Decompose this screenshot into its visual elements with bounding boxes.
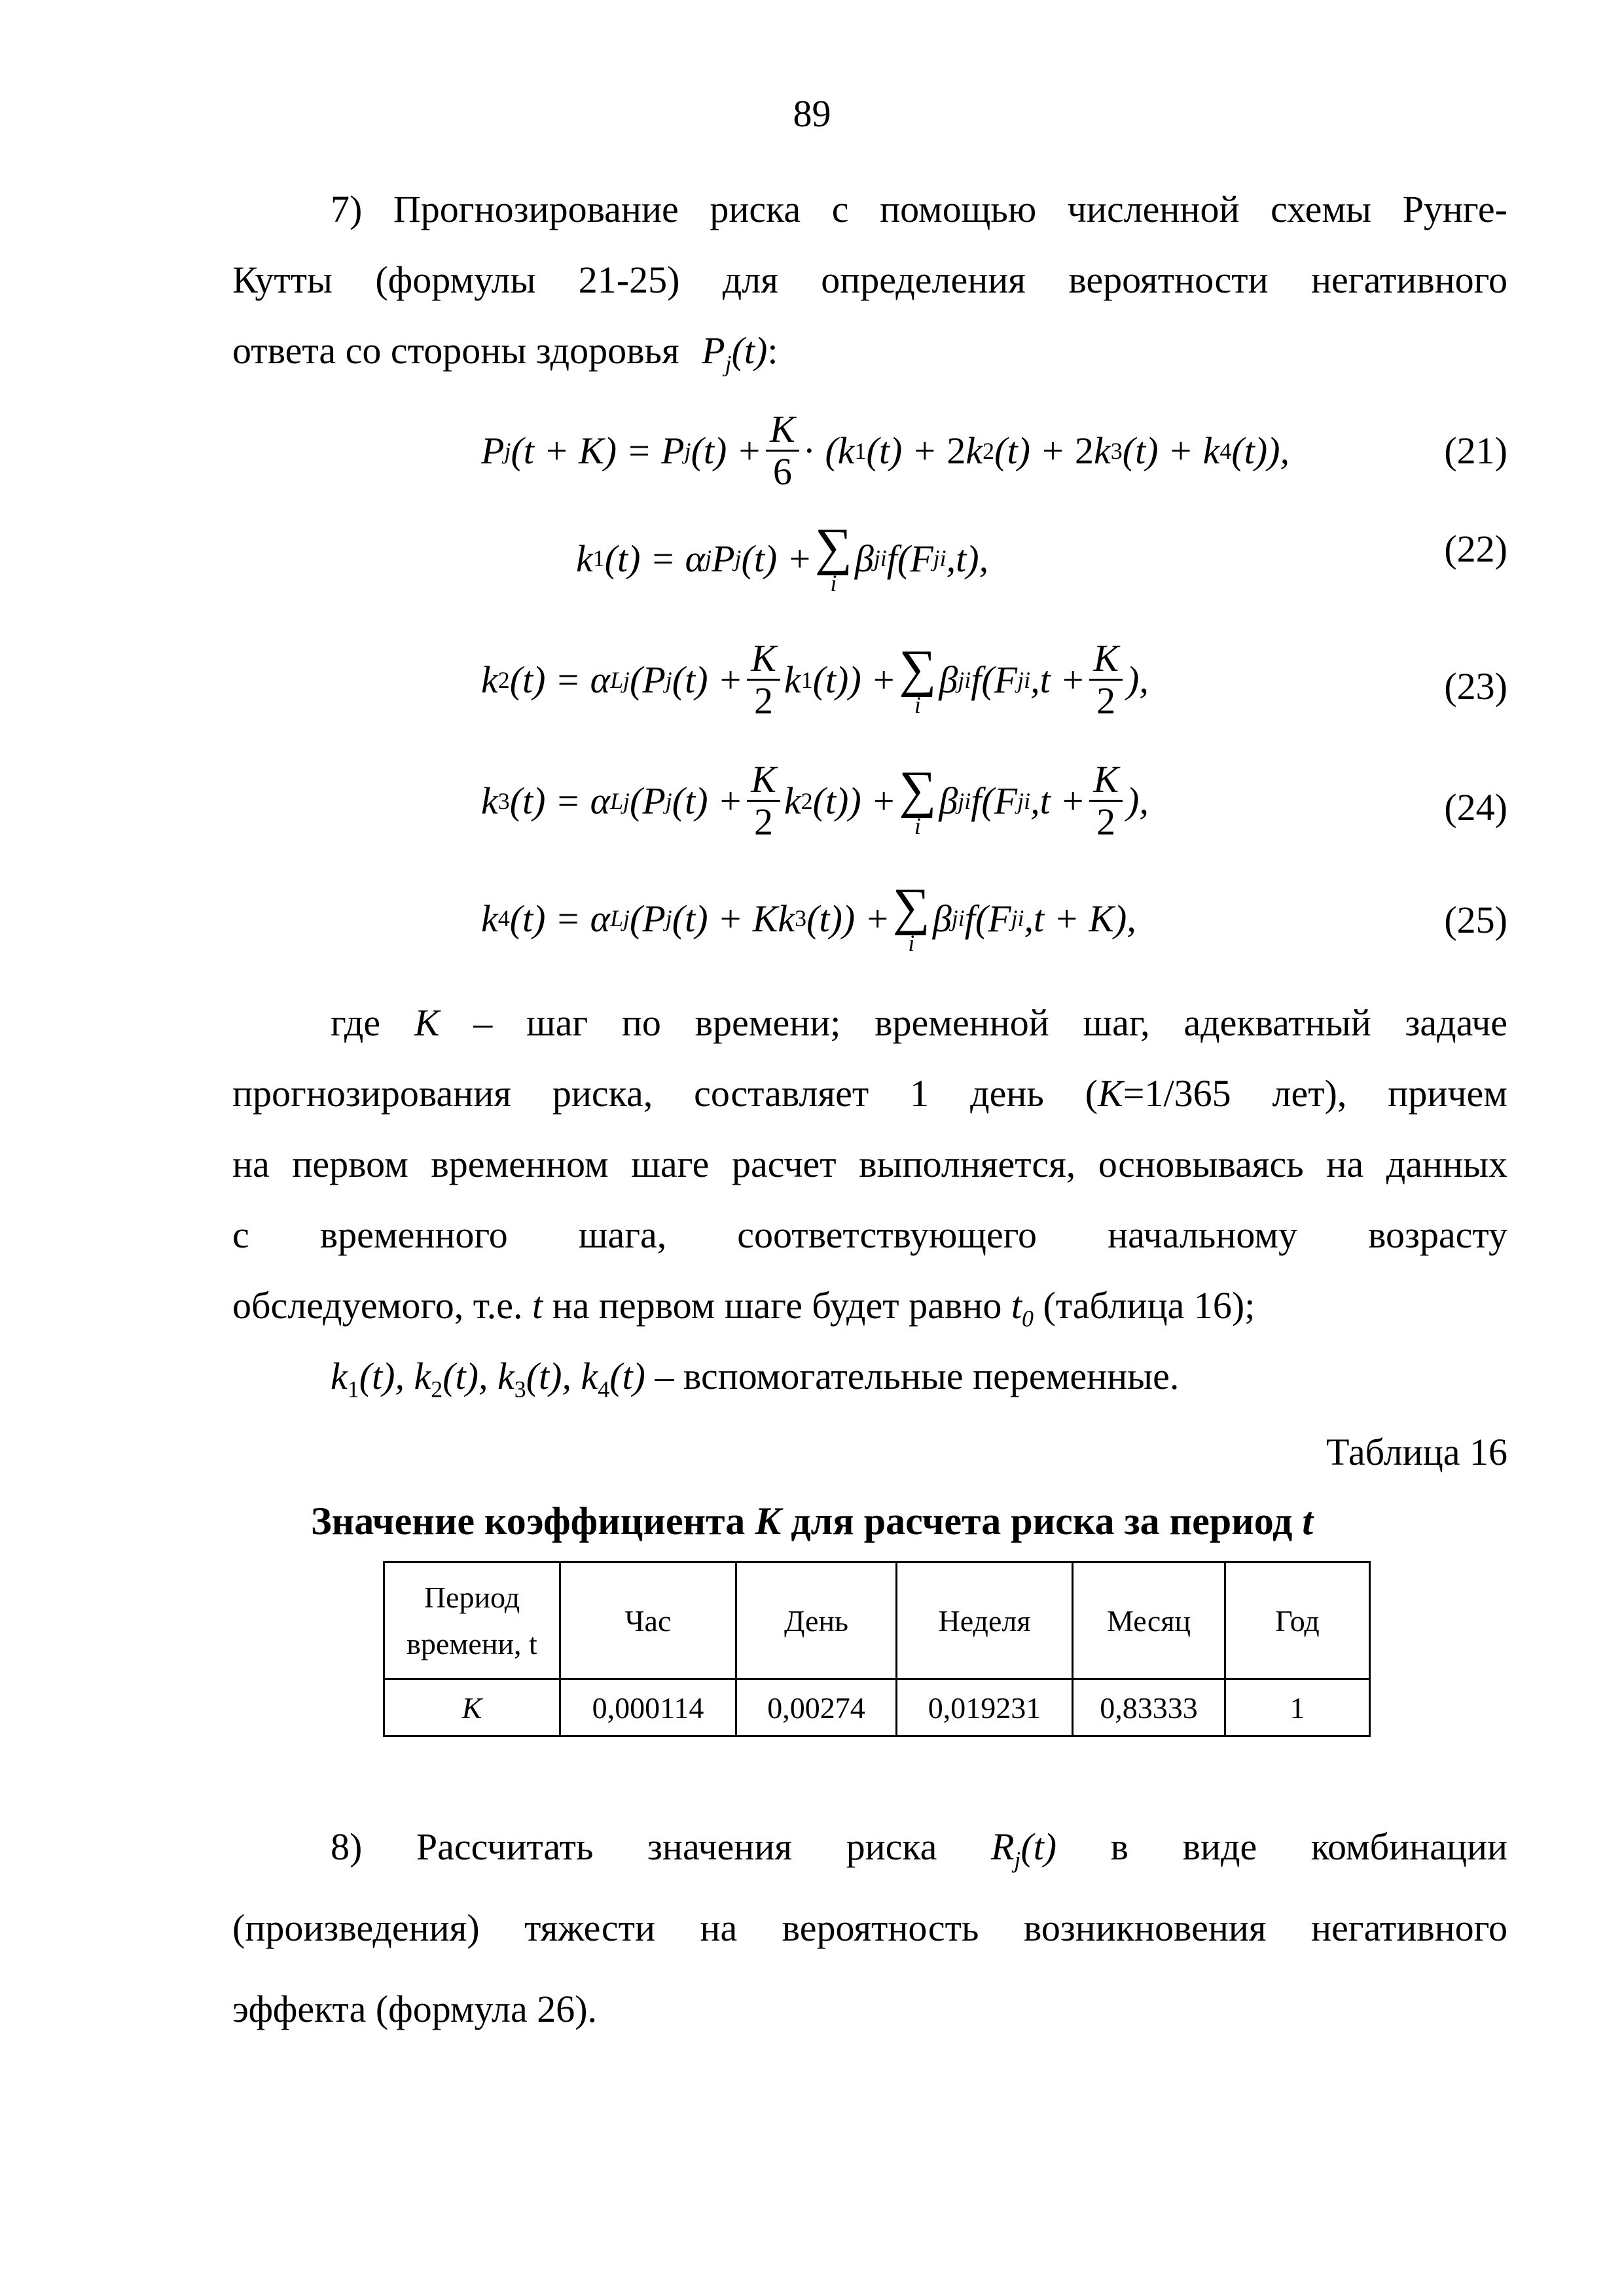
formula-25: k 4 (t) = α Lj (P j (t) + Kk 3 (t)) + ∑ i β ji f(F ji ,t + K), <box>481 878 1136 956</box>
aux-variables-line: $k_1(t)$, $k_2(t)$, $k_3(t)$, $k_4(t)$ – вспомогательные переменные. <box>331 1355 1180 1403</box>
inline-formula-rj: $R_j(t)$ <box>990 1825 1057 1873</box>
symbol-t: t <box>532 1284 543 1327</box>
table-header-cell: День <box>736 1562 897 1679</box>
table-cell: 0,000114 <box>560 1679 736 1736</box>
paragraph-8-line-2: (произведения) тяжести на вероятность возникновения негативного <box>232 1907 1507 1949</box>
where-line-3: на первом временном шаге расчет выполняется, основываясь на данных <box>232 1143 1507 1185</box>
paragraph-7 <box>232 174 1507 386</box>
symbol-k: K <box>414 1001 440 1044</box>
sum-symbol: ∑ i <box>899 639 937 718</box>
paragraph-7-line-1: 7) Прогнозирование риска с помощью численной схемы Рунге- <box>331 188 1507 230</box>
coefficient-table <box>383 1561 1371 1737</box>
table-cell: K <box>384 1679 560 1736</box>
fraction-k-2: $\frac{K}{2}$ <box>747 759 780 842</box>
sum-symbol: ∑ i <box>814 518 852 596</box>
table-header-cell: Год <box>1225 1562 1370 1679</box>
table-cell: 0,019231 <box>897 1679 1073 1736</box>
fraction-k-2: $\frac{K}{2}$ <box>747 638 780 721</box>
table-header-cell: Неделя <box>897 1562 1073 1679</box>
symbol-t0: $t_0$ <box>1011 1284 1034 1332</box>
formula-24: k 3 (t) = α Lj (P j (t) + $\frac{K}{2}$ k 2 (t)) + ∑ i β ji f(F ji ,t + $\frac{K}{2}$ ), <box>481 758 1149 843</box>
paragraph-8-line-1: 8) Рассчитать значения риска $R_j(t)$ в виде комбинации <box>331 1825 1508 1873</box>
sum-symbol: ∑ i <box>899 761 937 839</box>
table-header-row <box>384 1562 1370 1679</box>
formula-23-number: (23) <box>1444 665 1507 708</box>
table-label: Таблица 16 <box>1326 1431 1507 1473</box>
page-number: 89 <box>793 92 831 135</box>
symbol-k: K <box>1098 1072 1123 1115</box>
paragraph-7-line-2: Кутты (формулы 21-25) для определения вероятности негативного <box>232 259 1507 301</box>
table-cell: 0,00274 <box>736 1679 897 1736</box>
table-header-cell: Час <box>560 1562 736 1679</box>
formula-22: k 1 (t) = α j P j (t) + ∑ i β ji f(F ji ,t), <box>576 518 989 596</box>
fraction-k-6: $\frac{K}{6}$ <box>766 409 799 492</box>
table-title: Значение коэффициента K для расчета риска за период t <box>310 1499 1314 1543</box>
inline-formula-pj: $P_j(t)$ <box>702 329 768 377</box>
where-line-5: обследуемого, т.е. t на первом шаге будет равно $t_0$ (таблица 16); <box>232 1284 1255 1332</box>
formula-22-number: (22) <box>1444 528 1507 570</box>
formula-24-number: (24) <box>1444 786 1507 829</box>
formula-21-number: (21) <box>1444 429 1507 472</box>
where-line-4: с временного шага, соответствующего начальному возрасту <box>232 1213 1507 1256</box>
sum-symbol: ∑ i <box>892 878 930 956</box>
where-line-2: прогнозирования риска, составляет 1 день (K=1/365 лет), причем <box>232 1072 1507 1115</box>
table-row <box>384 1679 1370 1736</box>
symbol-t: t <box>1302 1499 1314 1543</box>
table-cell: 1 <box>1225 1679 1370 1736</box>
where-line-1: где K – шаг по времени; временной шаг, адекватный задаче <box>331 1001 1508 1044</box>
paragraph-8 <box>232 1806 1507 2050</box>
symbol-k: K <box>755 1499 782 1543</box>
formula-23: k 2 (t) = α Lj (P j (t) + $\frac{K}{2}$ k 1 (t)) + ∑ i β ji f(F ji ,t + $\frac{K}{2}$ ), <box>481 637 1149 722</box>
where-paragraph <box>232 988 1507 1412</box>
inline-formula-k-list: $k_1(t)$, $k_2(t)$, $k_3(t)$, $k_4(t)$ <box>331 1355 645 1403</box>
paragraph-8-line-3: эффекта (формула 26). <box>232 1988 598 2030</box>
table-header-cell: Период времени, t <box>384 1562 560 1679</box>
formula-21: P j (t + K) = P j (t) + $\frac{K}{6}$ · (k 1 (t) + 2 k 2 (t) + 2 k 3 (t) + k 4 (t)), <box>481 408 1290 493</box>
table-header-cell: Месяц <box>1073 1562 1225 1679</box>
table-cell: 0,83333 <box>1073 1679 1225 1736</box>
formula-25-number: (25) <box>1444 899 1507 941</box>
fraction-k-2: $\frac{K}{2}$ <box>1089 638 1123 721</box>
paragraph-7-line-3: ответа со стороны здоровья $P_j(t)$: <box>232 329 778 377</box>
fraction-k-2: $\frac{K}{2}$ <box>1089 759 1123 842</box>
